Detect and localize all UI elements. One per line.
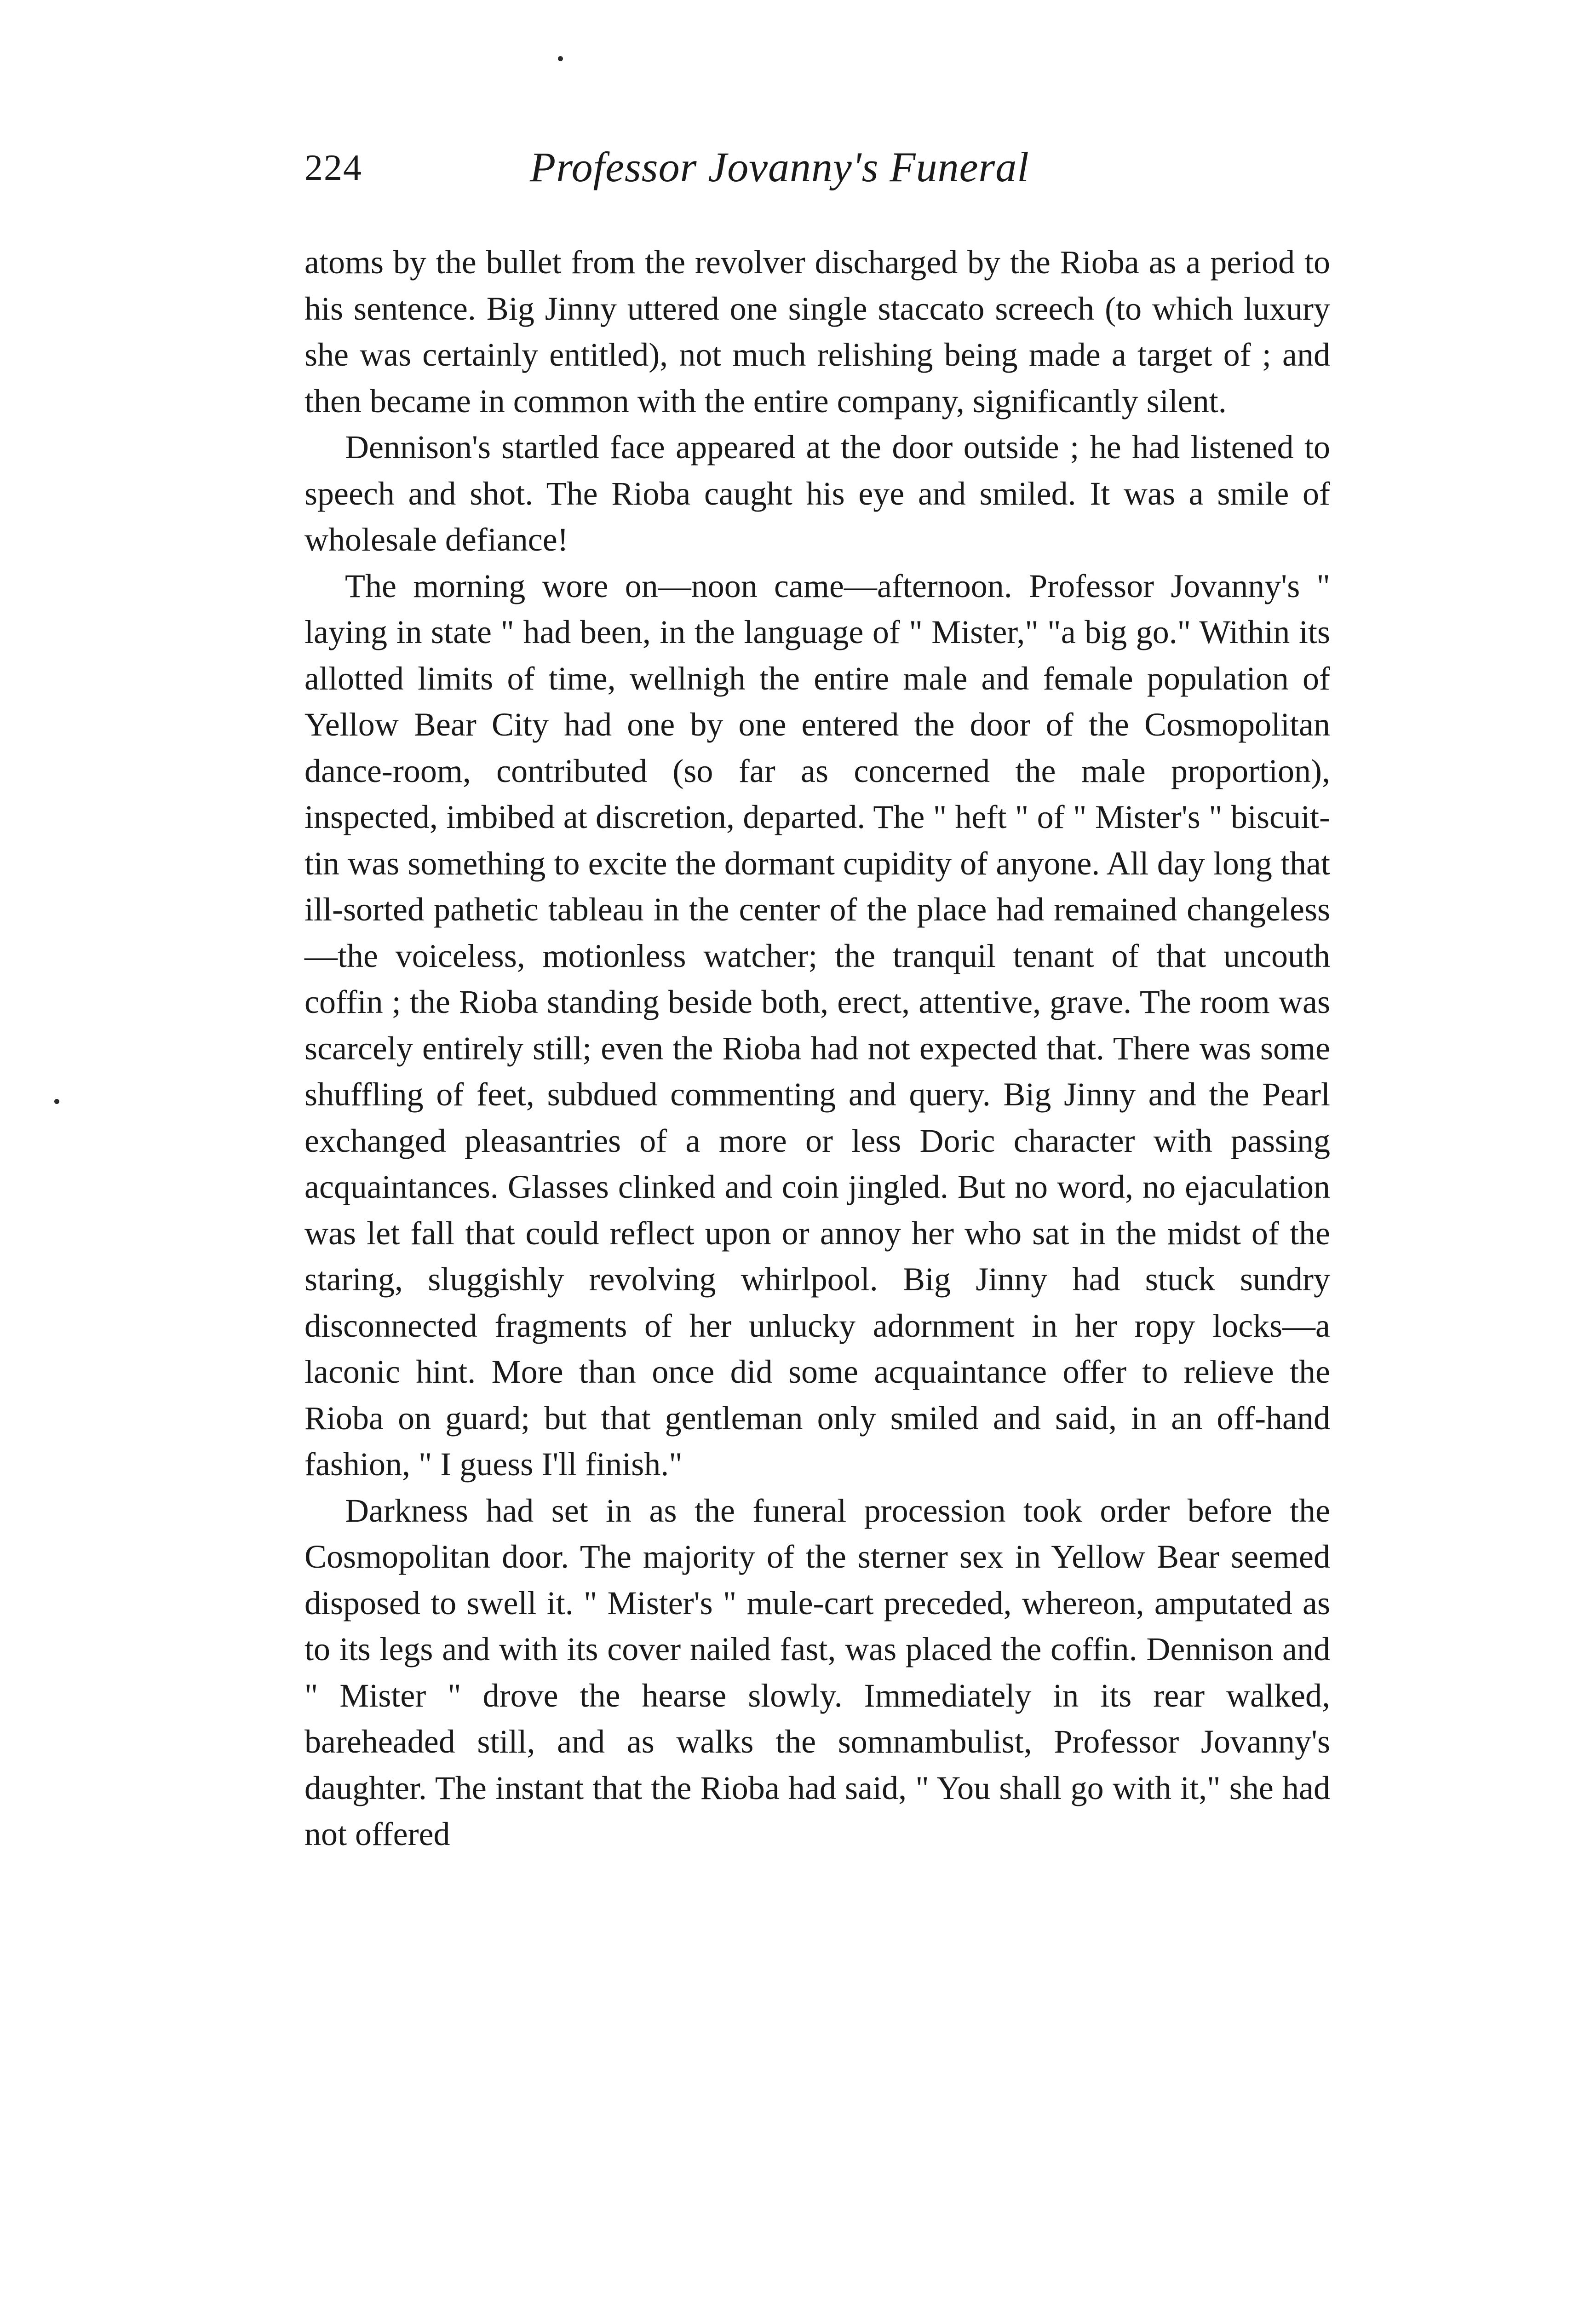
page-number: 224 [304, 148, 362, 188]
paragraph: Darkness had set in as the funeral procession took order before the Cosmopolitan door. The majority of the sterner sex in Yellow Bear seemed disposed to swell it. " Mister's " mule-cart preceded, whereon, amputated as to its legs and with its cover nailed fast, was placed the coffin. Dennison and " Mister " drove the hearse slowly. Immediately in its rear walked, bareheaded still, and as walks the somnambulist, Professor Jovanny's daughter. The instant that the Rioba had said, " You shall go with it," she had not offered [304, 1492, 1330, 1852]
page-header [304, 138, 1330, 207]
print-speck [54, 1099, 59, 1104]
paragraph-continued: atoms by the bullet from the revolver discharged by the Rioba as a period to his sentence. Big Jinny uttered one single staccato screech (to which luxury she was certainly entitled), not much relishing being made a target of ; and then became in common with the entire company, significantly silent. [304, 244, 1330, 420]
running-title: Professor Jovanny's Funeral [530, 144, 1029, 190]
paragraph: The morning wore on—noon came—afternoon. Professor Jovanny's " laying in state " had been, in the language of " Mister," "a big go." Within its allotted limits of time, wellnigh the entire male and female population of Yellow Bear City had one by one entered the door of the Cosmopolitan dance-room, contributed (so far as concerned the male proportion), inspected, imbibed at discretion, departed. The " heft " of " Mister's " biscuit-tin was something to excite the dormant cupidity of anyone. All day long that ill-sorted pathetic tableau in the center of the place had remained changeless—the voiceless, motionless watcher; the tranquil tenant of that uncouth coffin ; the Rioba standing beside both, erect, attentive, grave. The room was scarcely entirely still; even the Rioba had not expected that. There was some shuffling of feet, subdued commenting and query. Big Jinny and the Pearl exchanged pleasantries of a more or less Doric character with passing acquaintances. Glasses clinked and coin jingled. But no word, no ejaculation was let fall that could reflect upon or annoy her who sat in the midst of the staring, sluggishly revolving whirlpool. Big Jinny had stuck sundry disconnected fragments of her unlucky adornment in her ropy locks—a laconic hint. More than once did some acquaintance offer to relieve the Rioba on guard; but that gentleman only smiled and said, in an off-hand fashion, " I guess I'll finish." [304, 567, 1330, 1483]
print-speck [558, 56, 563, 61]
page-body [304, 239, 1330, 1857]
paragraph: Dennison's startled face appeared at the door outside ; he had listened to speech and shot. The Rioba caught his eye and smiled. It was a smile of wholesale defiance! [304, 429, 1330, 558]
